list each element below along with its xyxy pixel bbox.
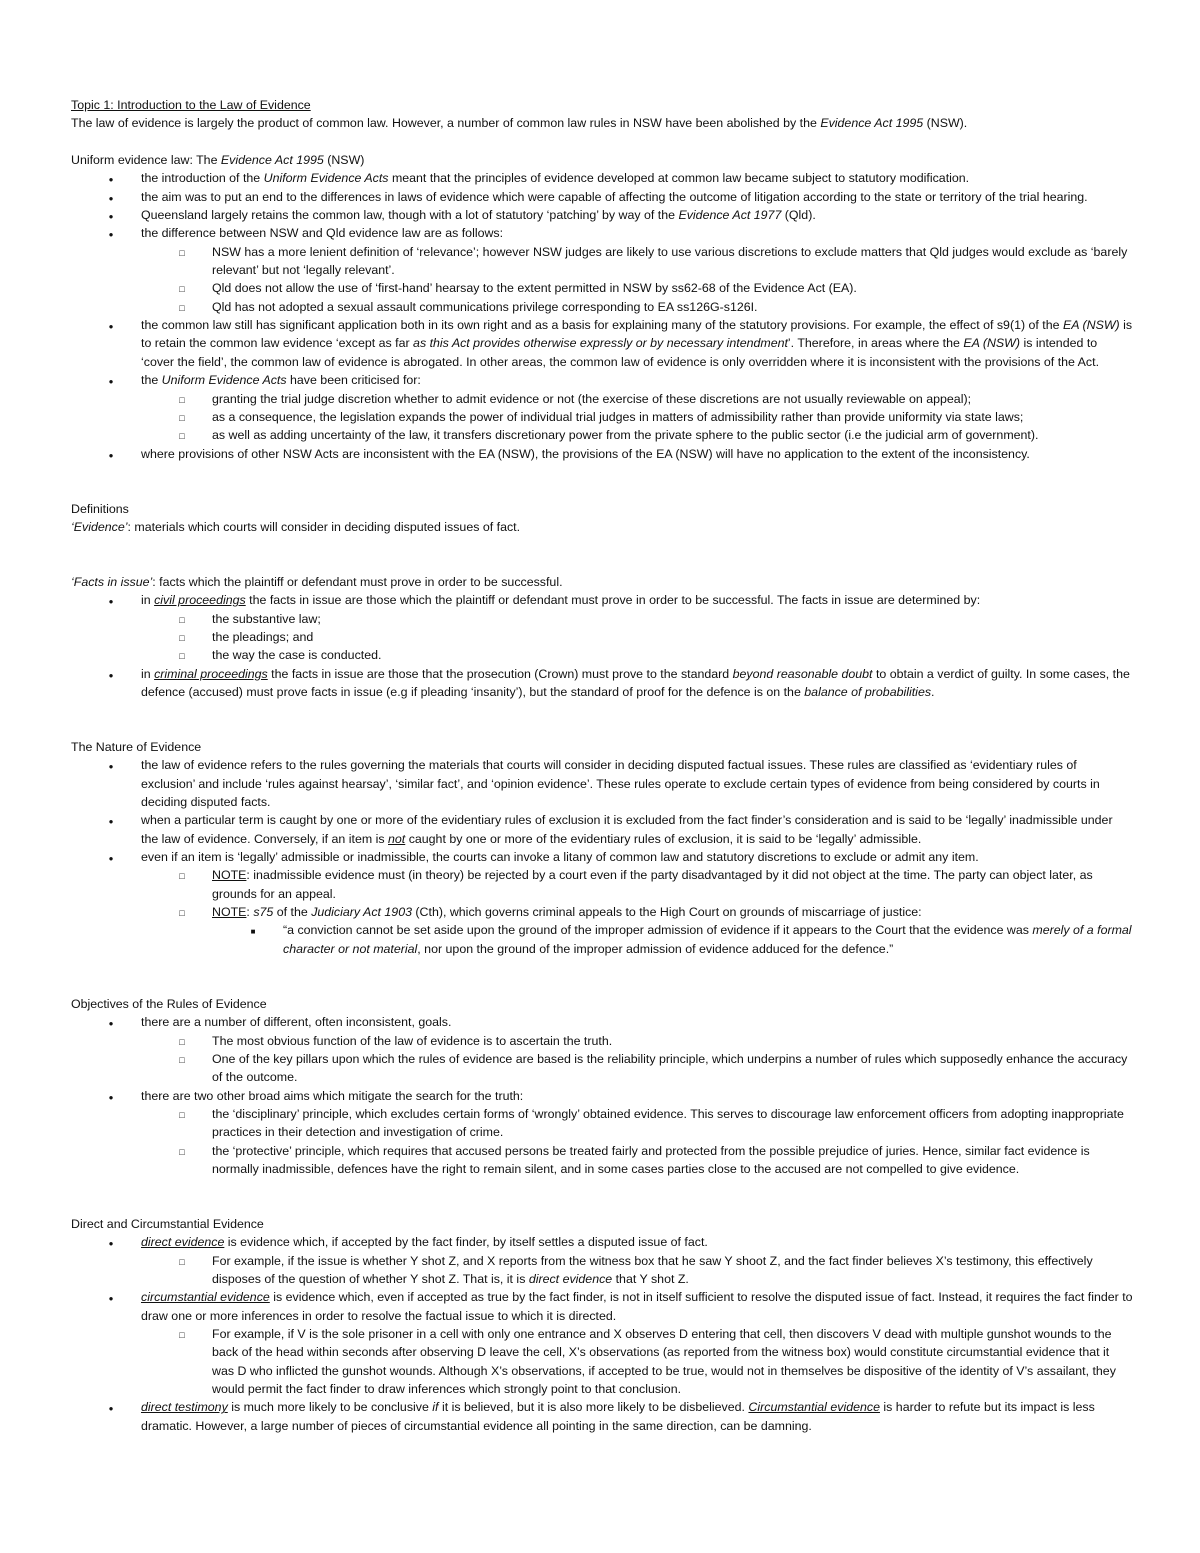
list-item — [71, 390, 1133, 408]
text-run: Uniform Evidence Acts — [161, 373, 287, 388]
text-run: Objectives of the Rules of Evidence — [71, 996, 267, 1011]
text-run: the — [141, 373, 162, 388]
text-run: Queensland largely retains the common law, though with a lot of statutory ‘patching’ by way of the — [141, 208, 679, 223]
text-run: Circumstantial evidence — [748, 1400, 880, 1415]
text-run: The Nature of Evidence — [71, 740, 202, 755]
list-item — [71, 1105, 1133, 1142]
list-item — [71, 1288, 1133, 1325]
text-run: is much more likely to be conclusive — [227, 1400, 433, 1415]
text-run: is evidence which, even if accepted as true by the fact finder, is not in itself sufficient to resolve the disputed issue of fact. Instead, it requires the fact finder to draw one or more inferences in order to resolve the factual issue to which it is directed. — [141, 1290, 1133, 1323]
hollow-square-bullet-icon — [176, 279, 188, 298]
bullet-list-level-1 — [71, 1288, 1133, 1325]
text-run: Evidence Act 1995 — [820, 116, 924, 131]
list-item — [71, 591, 1133, 609]
list-item — [71, 866, 1133, 903]
bullet-list-level-1 — [71, 316, 1133, 389]
list-item — [71, 408, 1133, 426]
spacer — [71, 133, 1133, 151]
list-item — [71, 1142, 1133, 1179]
text-run: civil proceedings — [154, 593, 246, 608]
text-run: : materials which courts will consider in deciding disputed issues of fact. — [127, 519, 521, 534]
text-run: The most obvious function of the law of evidence is to ascertain the truth. — [212, 1033, 613, 1048]
text-run: circumstantial evidence — [141, 1290, 270, 1305]
bullet-list-level-1 — [71, 445, 1133, 463]
list-item — [71, 1050, 1133, 1087]
text-run: granting the trial judge discretion whether to admit evidence or not (the exercise of these discretions are not usually reviewable on appeal); — [212, 391, 972, 406]
text-run: Judiciary Act 1903 — [311, 905, 412, 920]
text-run: is to retain the common law evidence ‘except as far — [141, 318, 1133, 351]
text-run: have been criticised for: — [286, 373, 421, 388]
text-run: of the — [273, 905, 312, 920]
text-run: EA (NSW) — [963, 336, 1020, 351]
text-run: not — [388, 831, 406, 846]
dot-bullet-icon — [105, 1013, 117, 1033]
hollow-square-bullet-icon — [176, 903, 188, 922]
list-item — [71, 316, 1133, 371]
list-item — [71, 903, 1133, 921]
text-run: Definitions — [71, 501, 129, 516]
text-run: The law of evidence is largely the product of common law. However, a number of common law rules in NSW have been abolished by the — [71, 116, 821, 131]
paragraph — [71, 738, 1133, 756]
text-run: For example, if V is the sole prisoner in a cell with only one entrance and X observes D entering that cell, then discovers V dead with multiple gunshot wounds to the back of the head within seconds after observing D leave the cell, X’s observations (as reported from the witness box) would constitute circumstantial evidence that it was D who inflicted the gunshot wounds. Although X’s observations, if accepted to be true, would not in themselves be dispositive of the identity of V’s assailant, they would permit the fact finder to draw inferences which strongly point to that conclusion. — [212, 1327, 1116, 1397]
paragraph — [71, 995, 1133, 1013]
hollow-square-bullet-icon — [176, 1252, 188, 1271]
list-item — [71, 756, 1133, 811]
text-run: criminal proceedings — [154, 666, 268, 681]
hollow-square-bullet-icon — [176, 1325, 188, 1344]
text-run: the aim was to put an end to the differences in laws of evidence which were capable of affecting the outcome of litigation according to the state or territory of the trial hearing. — [141, 189, 1088, 204]
hollow-square-bullet-icon — [176, 866, 188, 885]
text-run: s75 — [253, 905, 274, 920]
bullet-list-level-1 — [71, 591, 1133, 609]
hollow-square-bullet-icon — [176, 1050, 188, 1069]
text-run: as a consequence, the legislation expands the power of individual trial judges in matters of admissibility rather than provide uniformity via state laws; — [212, 409, 1024, 424]
spacer — [71, 1178, 1133, 1215]
list-item — [71, 665, 1133, 702]
bullet-list-level-2 — [71, 390, 1133, 445]
bullet-list-level-2 — [71, 1325, 1133, 1398]
text-run: where provisions of other NSW Acts are inconsistent with the EA (NSW), the provisions of the EA (NSW) will have no application to the extent of the inconsistency. — [141, 446, 1030, 461]
text-run: NOTE — [212, 905, 247, 920]
list-item — [71, 1032, 1133, 1050]
list-item — [71, 1013, 1133, 1031]
text-run: the common law still has significant application both in its own right and as a basis for explaining many of the statutory provisions. For example, the effect of s9(1) of the — [141, 318, 1063, 333]
text-run: when a particular term is caught by one or more of the evidentiary rules of exclusion it is excluded from the fact finder’s consideration and is said to be ‘legally’ inadmissible under the law of evidence. Conversely, if an item is — [141, 813, 1113, 846]
text-run: the substantive law; — [212, 611, 321, 626]
dot-bullet-icon — [105, 591, 117, 611]
bullet-list-level-1 — [71, 1233, 1133, 1251]
text-run: (NSW). — [923, 116, 968, 131]
text-run: Evidence Act 1995 — [220, 153, 324, 168]
text-run: ’. Therefore, in areas where the — [787, 336, 964, 351]
text-run: One of the key pillars upon which the rules of evidence are based is the reliability principle, which underpins a number of rules which supposedly enhance the accuracy of the outcome. — [212, 1051, 1128, 1085]
text-run: meant that the principles of evidence developed at common law became subject to statutory modification. — [388, 171, 970, 186]
text-run: balance of probabilities — [804, 685, 932, 699]
text-run: it is believed, but it is also more likely to be disbelieved. — [438, 1400, 749, 1415]
spacer — [71, 536, 1133, 573]
bullet-list-level-2 — [71, 243, 1133, 316]
text-run: (Cth), which governs criminal appeals to the High Court on grounds of miscarriage of justice: — [411, 905, 922, 920]
square-bullet-icon — [247, 921, 259, 941]
text-run: Uniform Evidence Acts — [263, 171, 389, 186]
text-run: the pleadings; and — [212, 629, 314, 644]
list-item — [71, 243, 1133, 280]
text-run: Uniform evidence law: The — [71, 153, 221, 168]
bullet-list-level-2 — [71, 866, 1133, 921]
text-run: even if an item is ‘legally’ admissible or inadmissible, the courts can invoke a litany of common law and statutory discretions to exclude or admit any item. — [141, 850, 979, 865]
list-item — [71, 628, 1133, 646]
list-item — [71, 279, 1133, 297]
dot-bullet-icon — [105, 188, 117, 208]
document-body — [71, 96, 1133, 1435]
text-run: the ‘protective’ principle, which requires that accused persons be treated fairly and protected from the possible prejudice of juries. Hence, similar fact evidence is normally inadmissible, defences have the right to remain silent, and in some cases parties close to the accused are not compelled to give evidence. — [212, 1143, 1090, 1176]
text-run: EA (NSW) — [1062, 318, 1120, 333]
spacer — [71, 958, 1133, 995]
text-run: the facts in issue are those which the plaintiff or defendant must prove in order to be successful. The facts in issue are determined by: — [245, 593, 981, 608]
text-run: : inadmissible evidence must (in theory) be rejected by a court even if the party disadvantaged by it did not object at the time. The party can object later, as grounds for an appeal. — [212, 868, 1093, 901]
text-run: as this Act provides otherwise expressly or by necessary intendment — [413, 336, 788, 351]
text-run: there are a number of different, often inconsistent, goals. — [141, 1015, 452, 1030]
text-run: the difference between NSW and Qld evidence law are as follows: — [141, 226, 504, 241]
text-run: in — [141, 666, 155, 681]
list-item — [71, 646, 1133, 664]
dot-bullet-icon — [105, 848, 117, 868]
list-item — [71, 848, 1133, 866]
list-item — [71, 371, 1133, 389]
bullet-list-level-1 — [71, 1398, 1133, 1435]
bullet-list-level-2 — [71, 1032, 1133, 1087]
text-run: ‘Facts in issue’ — [71, 574, 153, 589]
dot-bullet-icon — [105, 316, 117, 336]
paragraph — [71, 114, 1133, 132]
dot-bullet-icon — [105, 169, 117, 189]
hollow-square-bullet-icon — [176, 390, 188, 409]
dot-bullet-icon — [105, 811, 117, 831]
list-item — [71, 1087, 1133, 1105]
bullet-list-level-1 — [71, 169, 1133, 242]
list-item — [71, 1398, 1133, 1435]
document-title — [71, 96, 1133, 114]
text-run: the facts in issue are those that the prosecution (Crown) must prove to the standard — [267, 666, 733, 681]
dot-bullet-icon — [105, 1233, 117, 1253]
text-run: caught by one or more of the evidentiary rules of exclusion, it is said to be ‘legally’ admissible. — [405, 831, 922, 846]
text-run: (Qld). — [781, 208, 816, 223]
list-item — [71, 298, 1133, 316]
text-run: Qld has not adopted a sexual assault communications privilege corresponding to EA ss126G-s126I. — [212, 299, 758, 314]
bullet-list-level-1 — [71, 756, 1133, 866]
text-run: Direct and Circumstantial Evidence — [71, 1216, 264, 1231]
hollow-square-bullet-icon — [176, 1142, 188, 1161]
list-item — [71, 610, 1133, 628]
dot-bullet-icon — [105, 756, 117, 776]
list-item — [71, 1252, 1133, 1289]
list-item — [71, 426, 1133, 444]
text-run: the ‘disciplinary’ principle, which excludes certain forms of ‘wrongly’ obtained evidence. This serves to discourage law enforcement officers from adopting inappropriate practices in their detection and investigation of crime. — [212, 1106, 1124, 1140]
bullet-list-level-1 — [71, 665, 1133, 702]
hollow-square-bullet-icon — [176, 408, 188, 427]
text-run: the way the case is conducted. — [212, 648, 382, 663]
text-run: “a conviction cannot be set aside upon the ground of the improper admission of evidence if it appears to the Court that the evidence was — [283, 923, 1033, 938]
text-run: that Y shot Z. — [612, 1272, 689, 1286]
dot-bullet-icon — [105, 224, 117, 244]
list-item — [71, 188, 1133, 206]
text-run: there are two other broad aims which mitigate the search for the truth: — [141, 1088, 524, 1103]
hollow-square-bullet-icon — [176, 610, 188, 629]
text-run: merely of a formal character or not material — [283, 923, 1132, 956]
text-run: is intended to ‘cover the field’, the common law of evidence is abrogated. In other areas, the common law of evidence is only overridden where it is inconsistent with the provisions of the Act. — [141, 336, 1100, 369]
spacer — [71, 701, 1133, 738]
dot-bullet-icon — [105, 1087, 117, 1107]
text-run: . — [931, 685, 935, 699]
text-run: direct evidence — [141, 1235, 225, 1250]
text-run: in — [141, 593, 155, 608]
text-run: Evidence Act 1977 — [678, 208, 782, 223]
paragraph — [71, 518, 1133, 536]
text-run: is evidence which, if accepted by the fact finder, by itself settles a disputed issue of fact. — [224, 1235, 708, 1250]
hollow-square-bullet-icon — [176, 1032, 188, 1051]
bullet-list-level-2 — [71, 1252, 1133, 1289]
paragraph — [71, 151, 1133, 169]
text-run: : — [246, 905, 254, 920]
text-run: : facts which the plaintiff or defendant must prove in order to be successful. — [152, 574, 563, 589]
text-run: NOTE — [212, 868, 247, 883]
list-item — [71, 811, 1133, 848]
text-run: as well as adding uncertainty of the law, it transfers discretionary power from the private sphere to the public sector (i.e the judicial arm of government). — [212, 428, 1039, 443]
dot-bullet-icon — [105, 1288, 117, 1308]
paragraph — [71, 573, 1133, 591]
list-item — [71, 1325, 1133, 1398]
bullet-list-level-2 — [71, 610, 1133, 665]
text-run: if — [432, 1400, 439, 1415]
dot-bullet-icon — [105, 665, 117, 685]
hollow-square-bullet-icon — [176, 298, 188, 317]
text-run: direct testimony — [141, 1400, 228, 1415]
text-run: For example, if the issue is whether Y shot Z, and X reports from the witness box that he saw Y shoot Z, and the fact finder believes X’s testimony, this effectively disposes of the question of whether Y shot Z. That is, it is — [212, 1253, 1093, 1286]
paragraph — [71, 500, 1133, 518]
dot-bullet-icon — [105, 206, 117, 226]
text-run: the introduction of the — [141, 171, 264, 186]
bullet-list-level-1 — [71, 1013, 1133, 1031]
hollow-square-bullet-icon — [176, 1105, 188, 1124]
bullet-list-level-2 — [71, 1105, 1133, 1178]
text-run: (NSW) — [323, 153, 365, 168]
text-run: ‘Evidence’ — [71, 519, 128, 534]
list-item — [71, 206, 1133, 224]
text-run: to obtain a verdict of guilty. In some cases, the defence (accused) must prove facts in issue (e.g if pleading ‘insanity’), but the standard of proof for the defence is on the — [141, 666, 1130, 699]
bullet-list-level-3 — [71, 921, 1133, 958]
dot-bullet-icon — [105, 445, 117, 465]
text-run: , nor upon the ground of the improper admission of evidence adduced for the defence.” — [417, 941, 894, 956]
list-item — [71, 1233, 1133, 1251]
text-run: is harder to refute but its impact is less dramatic. However, a large number of pieces of circumstantial evidence all pointing in the same direction, can be damning. — [141, 1400, 1095, 1433]
text-run: the law of evidence refers to the rules governing the materials that courts will consider in deciding disputed factual issues. These rules are classified as ‘evidentiary rules of exclusion’ and include ‘rules against hearsay’, ‘similar fact’, and ‘opinion evidence’. These rules operate to exclude certain types of evidence from being considered by courts in deciding disputed facts. — [141, 758, 1100, 810]
dot-bullet-icon — [105, 1398, 117, 1418]
dot-bullet-icon — [105, 371, 117, 391]
hollow-square-bullet-icon — [176, 628, 188, 647]
text-run: NSW has a more lenient definition of ‘relevance’; however NSW judges are likely to use various discretions to exclude matters that Qld judges would exclude as ‘barely relevant’ but not ‘legally relevant’. — [212, 244, 1128, 278]
hollow-square-bullet-icon — [176, 426, 188, 445]
list-item — [71, 169, 1133, 187]
text-run: Qld does not allow the use of ‘first-hand’ hearsay to the extent permitted in NSW by ss62-68 of the Evidence Act (EA). — [212, 281, 857, 296]
paragraph — [71, 1215, 1133, 1233]
list-item — [71, 224, 1133, 242]
text-run: beyond reasonable doubt — [732, 666, 873, 681]
list-item — [71, 921, 1133, 958]
text-run: direct evidence — [528, 1272, 613, 1286]
bullet-list-level-1 — [71, 1087, 1133, 1105]
hollow-square-bullet-icon — [176, 243, 188, 262]
text-run: Topic 1: Introduction to the Law of Evidence — [71, 98, 311, 112]
hollow-square-bullet-icon — [176, 646, 188, 665]
list-item — [71, 445, 1133, 463]
spacer — [71, 463, 1133, 500]
